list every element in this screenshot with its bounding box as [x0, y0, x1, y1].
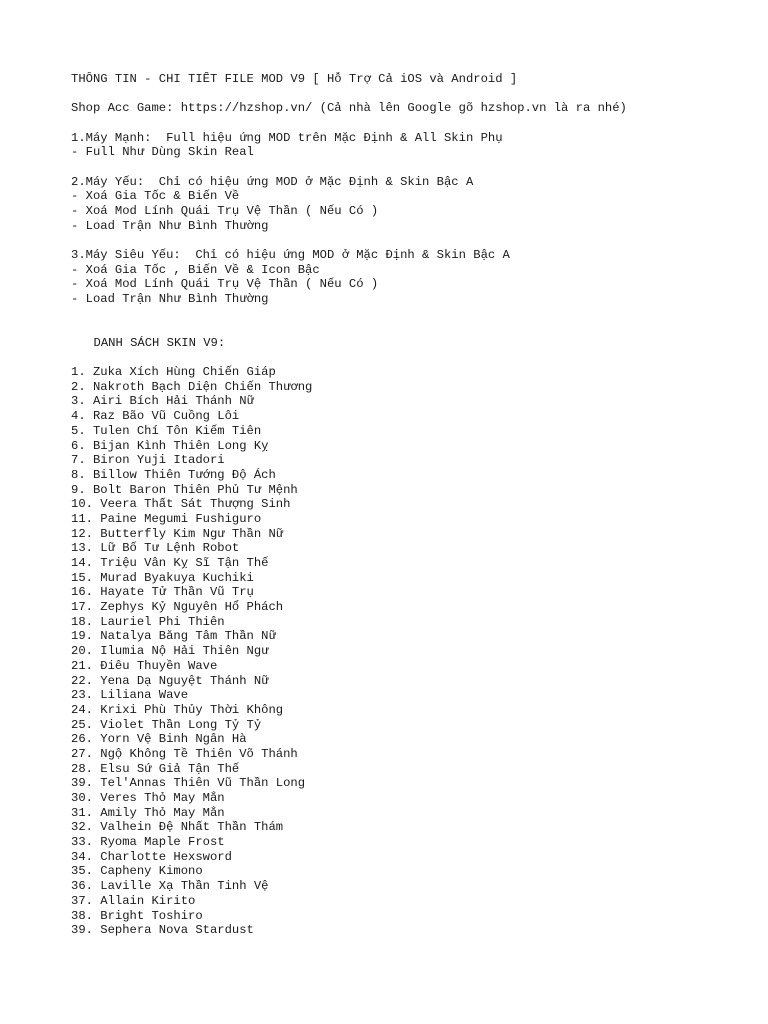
skin-list-item: 31. Amily Thỏ May Mắn	[71, 805, 225, 820]
skin-list-item: 36. Laville Xạ Thần Tinh Vệ	[71, 879, 269, 894]
skin-list-item: 18. Lauriel Phi Thiên	[71, 614, 225, 629]
skin-list-title: DANH SÁCH SKIN V9:	[93, 336, 226, 351]
skin-list-item: 34. Charlotte Hexsword	[71, 849, 232, 864]
skin-list-item: 6. Bijan Kình Thiên Long Kỵ	[71, 438, 269, 453]
tier-note: - Load Trận Như Bình Thường	[71, 218, 269, 233]
skin-list-item: 8. Billow Thiên Tướng Độ Ách	[71, 467, 276, 482]
skin-list-item: 2. Nakroth Bạch Diện Chiến Thương	[71, 379, 313, 394]
skin-list-item: 35. Capheny Kimono	[71, 864, 203, 879]
shop-link-line: Shop Acc Game: https://hzshop.vn/ (Cả nhà lên Google gõ hzshop.vn là ra nhé)	[71, 101, 627, 116]
tier-heading: 3.Máy Siêu Yếu: Chỉ có hiệu ứng MOD ở Mặc Định & Skin Bậc A	[71, 247, 510, 262]
skin-list-item: 28. Elsu Sứ Giả Tận Thế	[71, 761, 240, 776]
tier-note: - Load Trận Như Bình Thường	[71, 291, 269, 306]
skin-list-item: 12. Butterfly Kim Ngư Thần Nữ	[71, 526, 284, 541]
skin-list-item: 19. Natalya Băng Tâm Thần Nữ	[71, 629, 276, 644]
skin-list-item: 33. Ryoma Maple Frost	[71, 835, 225, 850]
document-title: THÔNG TIN - CHI TIẾT FILE MOD V9 [ Hỗ Trợ Cả iOS và Android ]	[71, 72, 518, 86]
skin-list-item: 17. Zephys Kỷ Nguyên Hổ Phách	[71, 600, 284, 615]
skin-list-item: 7. Biron Yuji Itadori	[71, 453, 225, 468]
skin-list-item: 1. Zuka Xích Hùng Chiến Giáp	[71, 365, 276, 380]
skin-list-item: 24. Krixi Phù Thủy Thời Không	[71, 702, 284, 717]
skin-list-item: 37. Allain Kirito	[71, 893, 196, 908]
tier-note: - Xoá Gia Tốc , Biến Về & Icon Bậc	[71, 262, 320, 277]
skin-list-item: 20. Ilumia Nộ Hải Thiên Ngư	[71, 644, 269, 659]
skin-list-item: 21. Điêu Thuyền Wave	[71, 658, 218, 673]
skin-list-item: 15. Murad Byakuya Kuchiki	[71, 570, 254, 585]
skin-list-item: 27. Ngộ Không Tề Thiên Võ Thánh	[71, 746, 298, 761]
document-page	[71, 72, 751, 938]
skin-list-item: 10. Veera Thất Sát Thượng Sinh	[71, 497, 291, 512]
skin-list-item: 32. Valhein Đệ Nhất Thần Thám	[71, 820, 284, 835]
skin-list-item: 9. Bolt Baron Thiên Phủ Tư Mệnh	[71, 482, 298, 497]
skin-list-item: 14. Triệu Vân Kỵ Sĩ Tận Thế	[71, 556, 269, 571]
skin-list-item: 13. Lữ Bố Tư Lệnh Robot	[71, 541, 240, 556]
tier-weak-device	[71, 175, 751, 234]
skin-list-item: 30. Veres Thỏ May Mắn	[71, 791, 225, 806]
skin-list-item: 38. Bright Toshiro	[71, 908, 203, 923]
skin-list-item: 16. Hayate Tử Thần Vũ Trụ	[71, 585, 254, 600]
skin-list-item: 22. Yena Dạ Nguyệt Thánh Nữ	[71, 673, 269, 688]
skin-list-item: 39. Tel'Annas Thiên Vũ Thần Long	[71, 776, 306, 791]
skin-list-item: 5. Tulen Chí Tôn Kiếm Tiên	[71, 423, 262, 438]
skin-list-item: 11. Paine Megumi Fushiguro	[71, 511, 262, 526]
tier-very-weak-device	[71, 248, 751, 307]
skin-list-item: 3. Airi Bích Hải Thánh Nữ	[71, 394, 254, 409]
skin-list-item: 39. Sephera Nova Stardust	[71, 923, 254, 938]
skin-list-item: 25. Violet Thần Long Tỷ Tỷ	[71, 717, 262, 732]
skin-list-item: 4. Raz Bão Vũ Cuồng Lôi	[71, 409, 240, 424]
tier-note: - Xoá Mod Lính Quái Trụ Vệ Thần ( Nếu Có )	[71, 277, 379, 292]
skin-list-item: 26. Yorn Vệ Binh Ngân Hà	[71, 732, 247, 747]
skin-list	[71, 365, 751, 938]
tier-heading: 2.Máy Yếu: Chỉ có hiệu ứng MOD ở Mặc Định & Skin Bậc A	[71, 174, 474, 189]
skin-list-item: 23. Liliana Wave	[71, 688, 189, 703]
tier-note: - Xoá Mod Lính Quái Trụ Vệ Thần ( Nếu Có )	[71, 203, 379, 218]
tier-heading: 1.Máy Mạnh: Full hiệu ứng MOD trên Mặc Định & All Skin Phụ	[71, 130, 503, 145]
tier-note: - Xoá Gia Tốc & Biến Về	[71, 189, 240, 204]
tier-strong-device	[71, 131, 751, 160]
tier-note: - Full Như Dùng Skin Real	[71, 145, 254, 160]
